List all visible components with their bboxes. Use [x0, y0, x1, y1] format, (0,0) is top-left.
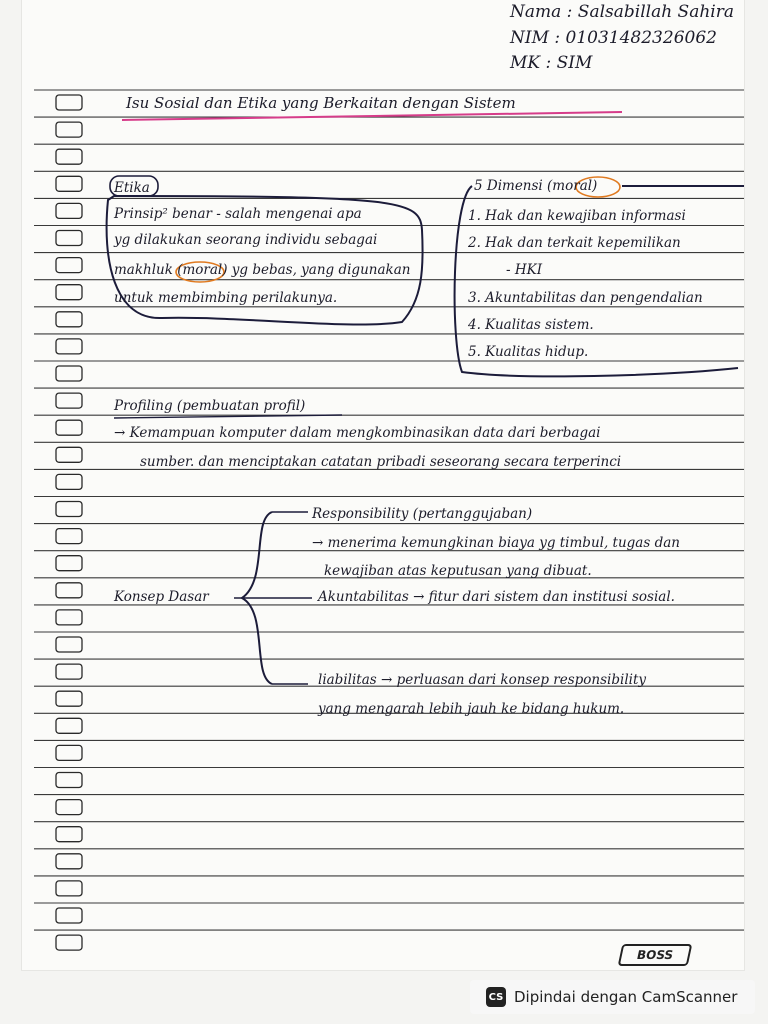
camscanner-icon: CS	[486, 987, 506, 1007]
margin-box	[56, 176, 82, 191]
liabilitas-line: liabilitas → perluasan dari konsep responsibility	[318, 672, 647, 688]
dimensi-item: 2. Hak dan terkait kepemilikan	[468, 235, 681, 251]
dimensi-item: - HKI	[506, 262, 543, 278]
dimensi-item: 5. Kualitas hidup.	[468, 344, 589, 360]
margin-box	[56, 583, 82, 598]
etika-line: yg dilakukan seorang individu sebagai	[114, 232, 378, 248]
responsibility-desc: → menerima kemungkinan biaya yg timbul, tugas dan	[312, 535, 680, 551]
margin-box	[56, 529, 82, 544]
margin-box	[56, 773, 82, 788]
notebook-page	[22, 0, 744, 970]
title-highlight	[122, 112, 622, 120]
margin-box	[56, 231, 82, 246]
konsep-arrows	[234, 512, 312, 684]
page-title: Isu Sosial dan Etika yang Berkaitan dengan Sistem	[126, 94, 516, 112]
margin-box	[56, 447, 82, 462]
etika-line: makhluk (moral) yg bebas, yang digunakan	[114, 262, 411, 278]
course-code: MK : SIM	[510, 53, 593, 73]
ruled-lines	[22, 0, 744, 970]
margin-box	[56, 285, 82, 300]
dimensi-item: 1. Hak dan kewajiban informasi	[468, 208, 686, 224]
margin-box	[56, 339, 82, 354]
margin-box	[56, 800, 82, 815]
margin-box	[56, 366, 82, 381]
margin-box	[56, 637, 82, 652]
margin-box	[56, 691, 82, 706]
notebook-brand-logo: BOSS	[618, 944, 693, 966]
konsep-label: Konsep Dasar	[114, 589, 209, 605]
margin-box	[56, 827, 82, 842]
margin-box	[56, 854, 82, 869]
margin-box	[56, 745, 82, 760]
margin-box	[56, 881, 82, 896]
margin-box	[56, 203, 82, 218]
margin-box	[56, 393, 82, 408]
dimensi-heading: 5 Dimensi (moral)	[474, 178, 598, 194]
camscanner-watermark	[470, 980, 755, 1014]
margin-box	[56, 502, 82, 517]
profiling-line: sumber. dan menciptakan catatan pribadi seseorang secara terperinci	[140, 454, 622, 470]
student-name: Nama : Salsabillah Sahira	[510, 2, 734, 22]
margin-box	[56, 610, 82, 625]
dimensi-item: 3. Akuntabilitas dan pengendalian	[468, 290, 703, 306]
etika-line: untuk membimbing perilakunya.	[114, 290, 338, 306]
etika-label: Etika	[114, 180, 150, 196]
liabilitas-line: yang mengarah lebih jauh ke bidang hukum.	[318, 701, 625, 717]
responsibility-desc: kewajiban atas keputusan yang dibuat.	[324, 563, 592, 579]
margin-box	[56, 258, 82, 273]
akuntabilitas-line: Akuntabilitas → fitur dari sistem dan institusi sosial.	[318, 589, 675, 605]
etika-line: Prinsip² benar - salah mengenai apa	[114, 206, 362, 222]
camscanner-text: Dipindai dengan CamScanner	[514, 988, 738, 1006]
student-nim: NIM : 01031482326062	[510, 28, 717, 48]
margin-box	[56, 908, 82, 923]
margin-box	[56, 312, 82, 327]
margin-box	[56, 122, 82, 137]
margin-box	[56, 664, 82, 679]
profiling-heading: Profiling (pembuatan profil)	[114, 398, 306, 414]
margin-box	[56, 556, 82, 571]
margin-box	[56, 420, 82, 435]
responsibility-title: Responsibility (pertanggujaban)	[312, 506, 533, 522]
margin-box	[56, 149, 82, 164]
margin-box	[56, 95, 82, 110]
margin-box	[56, 935, 82, 950]
profiling-line: → Kemampuan komputer dalam mengkombinasikan data dari berbagai	[114, 425, 601, 441]
margin-box	[56, 718, 82, 733]
dimensi-item: 4. Kualitas sistem.	[468, 317, 594, 333]
margin-box	[56, 474, 82, 489]
